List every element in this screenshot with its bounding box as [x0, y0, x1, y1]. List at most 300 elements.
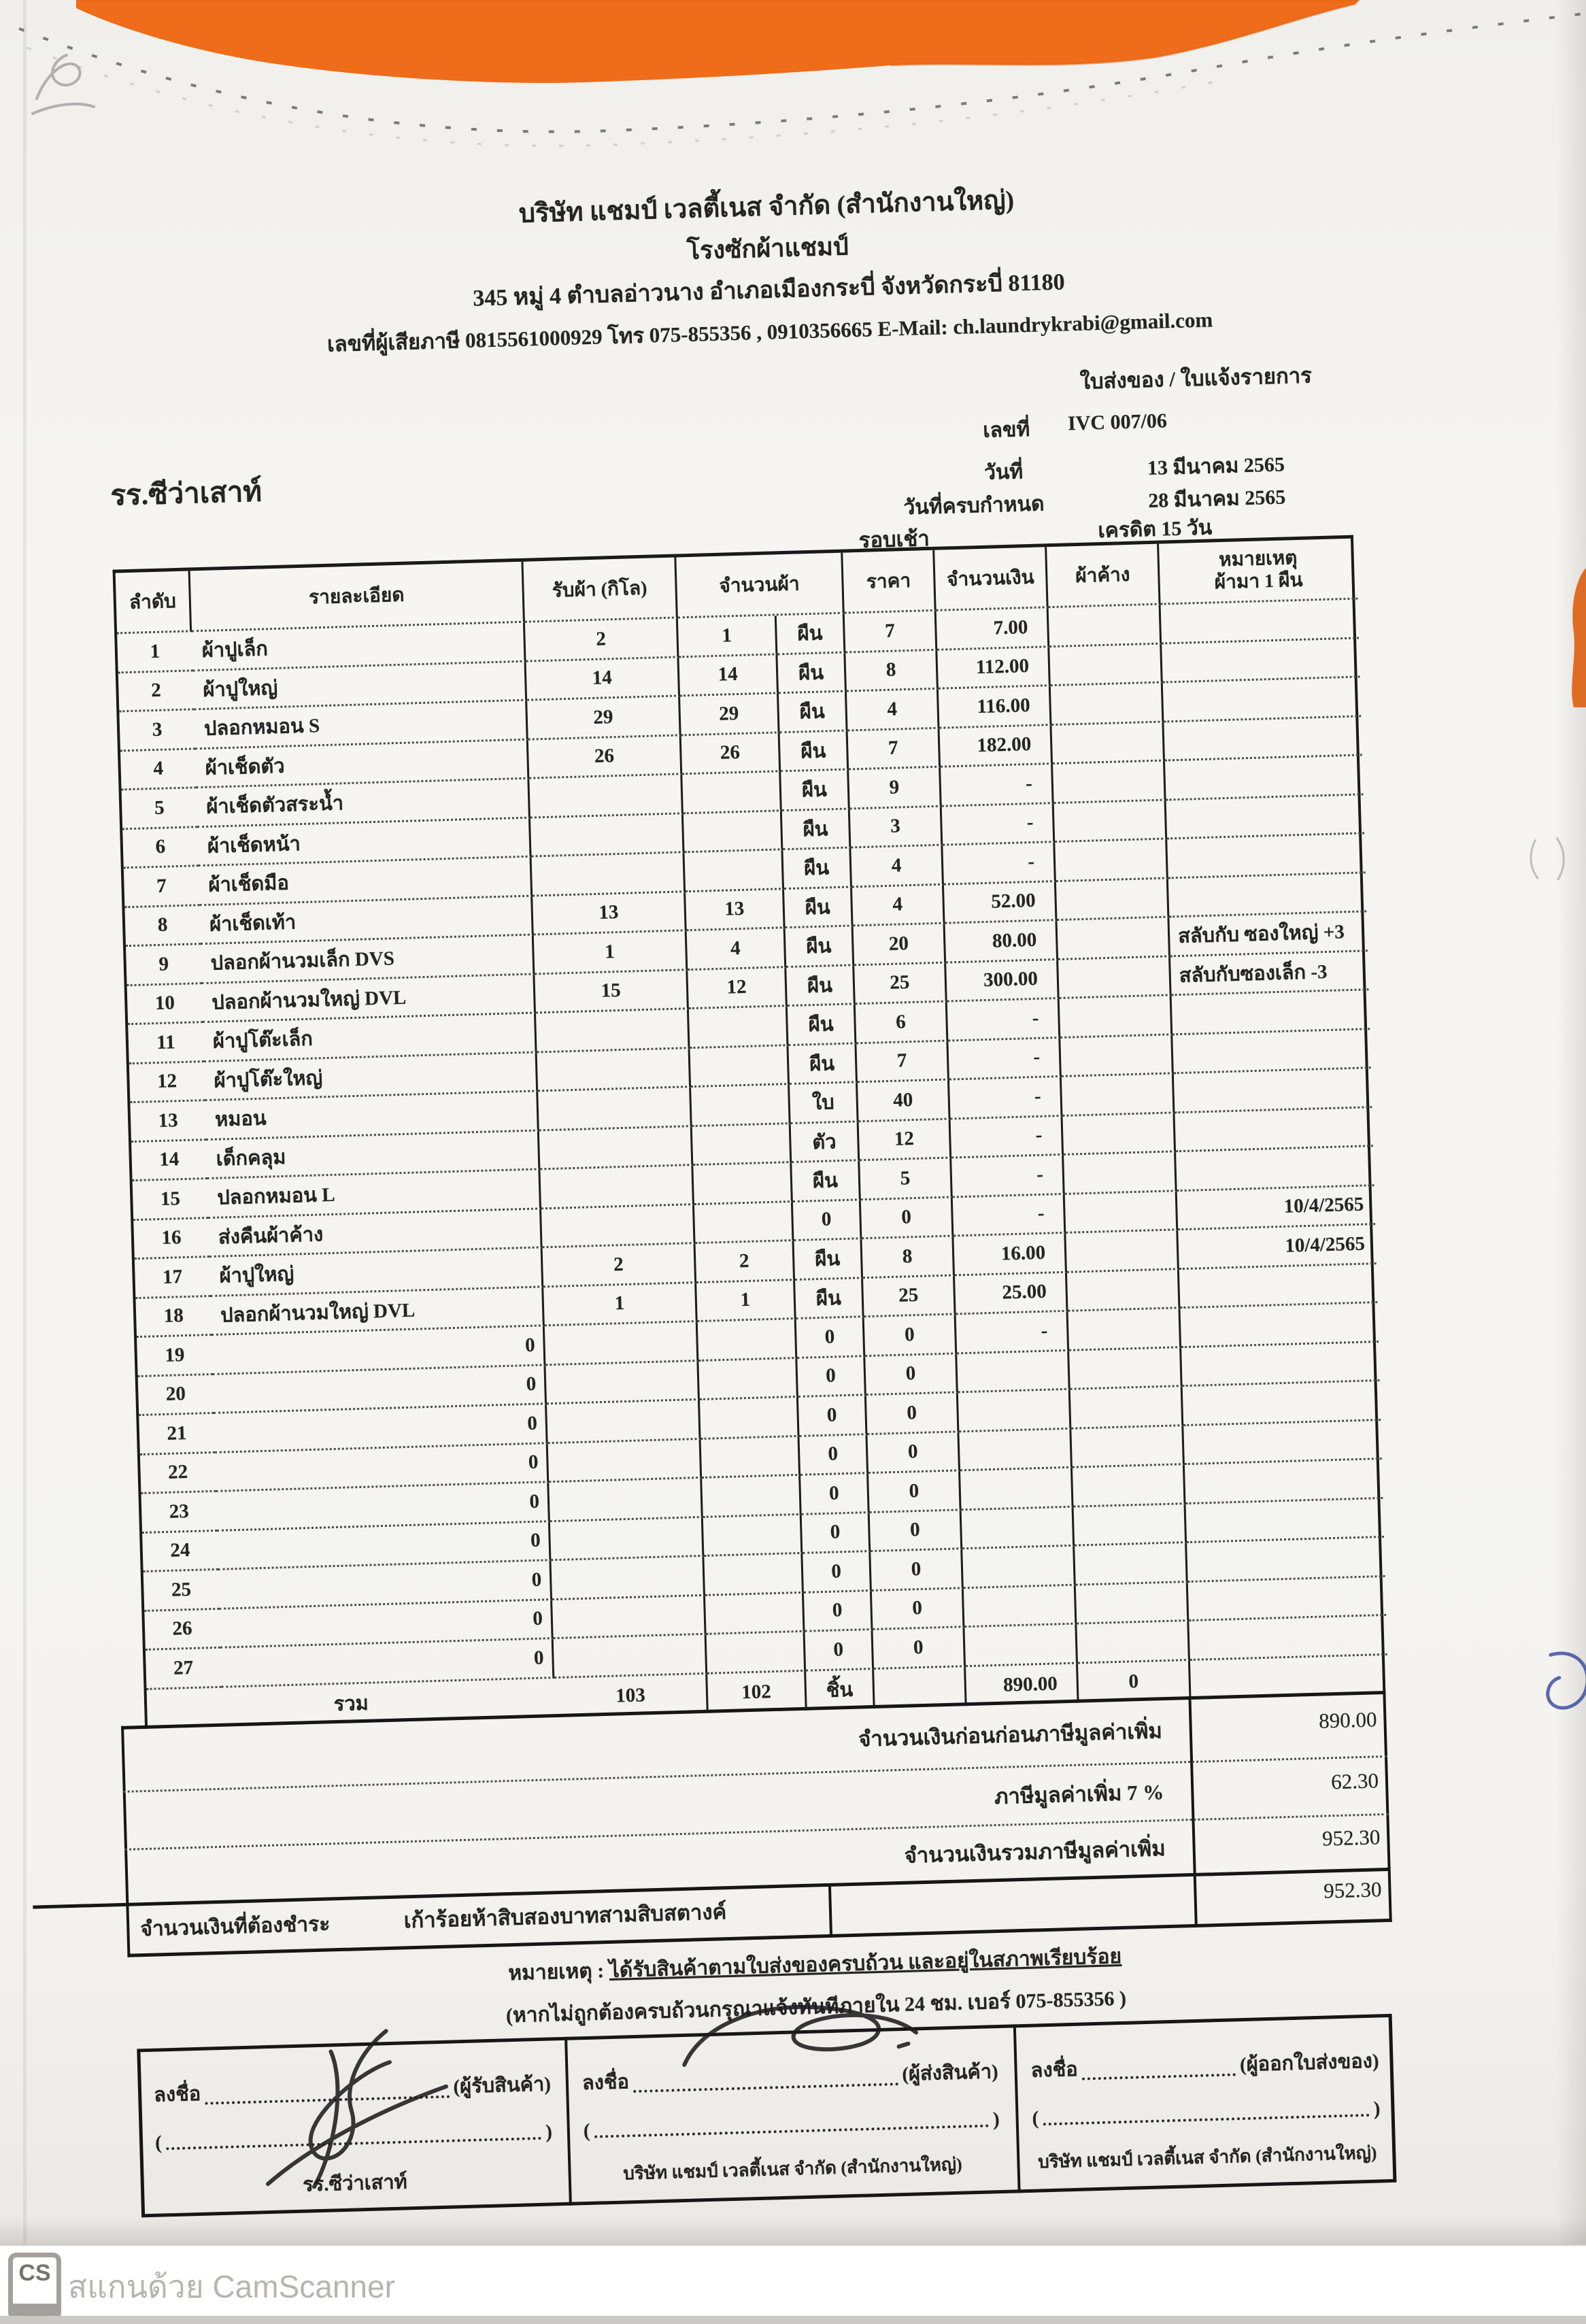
row-4-kg: 26	[528, 736, 683, 779]
row-17-pending	[1066, 1230, 1179, 1273]
row-12-unit: ผืน	[788, 1044, 858, 1085]
customer-name: รร.ซีว่าเสาท์	[109, 476, 263, 512]
row-5-unit: ผืน	[781, 770, 850, 811]
column-pending: ผ้าค้าง	[1047, 544, 1160, 609]
row-13-kg	[538, 1088, 692, 1131]
row-8-amount: 52.00	[944, 882, 1058, 924]
row-5-no: 5	[122, 788, 198, 830]
row-11-price: 6	[856, 1003, 949, 1044]
paren-close: )	[545, 2121, 553, 2143]
total-label: รวม	[333, 1693, 369, 1716]
row-21-amount	[958, 1390, 1072, 1432]
row-18-pending	[1067, 1270, 1181, 1312]
document-type: ใบส่งของ / ใบแจ้งรายการ	[1079, 363, 1313, 394]
row-9-remark: สลับกับ ซองใหญ่ +3	[1169, 912, 1367, 957]
paren-open: (	[154, 2132, 163, 2154]
row-20-pending	[1069, 1348, 1183, 1390]
row-12-desc: ผ้าปูโต๊ะใหญ่	[204, 1053, 538, 1101]
row-18-amount: 25.00	[955, 1273, 1068, 1315]
row-17-qty: 2	[696, 1241, 796, 1283]
invoice-date-label: วันที่	[983, 460, 1024, 484]
row-8-pending	[1056, 879, 1170, 921]
row-7-pending	[1055, 839, 1168, 881]
row-12-pending	[1060, 1035, 1174, 1077]
row-16-unit: 0	[793, 1200, 862, 1241]
row-10-desc: ปลอกผ้านวมใหญ่ DVL	[202, 975, 536, 1023]
row-20-desc: 0	[213, 1366, 547, 1414]
row-18-qty: 1	[696, 1280, 796, 1322]
row-2-amount: 112.00	[937, 647, 1051, 690]
row-23-amount	[960, 1468, 1074, 1511]
row-15-pending	[1064, 1152, 1177, 1194]
row-25-price: 0	[871, 1549, 964, 1591]
row-16-qty	[694, 1202, 794, 1245]
row-22-unit: 0	[800, 1435, 869, 1476]
row-12-price: 7	[856, 1041, 949, 1083]
row-14-kg	[539, 1127, 694, 1171]
row-27-price: 0	[873, 1628, 966, 1669]
row-21-pending	[1070, 1387, 1184, 1429]
row-2-unit: ผืน	[777, 653, 847, 694]
summary-row-vat	[123, 1768, 1389, 1838]
row-24-price: 0	[870, 1511, 963, 1552]
invoice-no-label: เลขที่	[982, 418, 1030, 442]
row-17-remark: 10/4/2565	[1178, 1225, 1376, 1270]
company-name: บริษัท แชมป์ เวลตี้เนส จำกัด (สำนักงานใหญ่)	[518, 186, 1015, 229]
row-21-unit: 0	[798, 1396, 868, 1436]
row-24-amount	[962, 1507, 1075, 1549]
row-18-kg: 1	[543, 1283, 698, 1327]
paren-close: )	[992, 2108, 1000, 2131]
signature-ink-sender	[673, 1993, 934, 2082]
round-label: รอบเช้า	[858, 526, 930, 552]
row-20-qty	[698, 1358, 798, 1400]
row-19-price: 0	[864, 1315, 958, 1356]
signer-org-receiver: รร.ซีว่าเสาท์	[302, 2171, 408, 2196]
due-date-label: วันที่ครบกำหนด	[902, 492, 1045, 520]
row-2-pending	[1049, 644, 1163, 686]
camscanner-icon-tab	[13, 2304, 56, 2316]
row-15-price: 5	[860, 1158, 953, 1200]
row-7-remark	[1167, 834, 1365, 879]
column-description: รายละเอียด	[190, 562, 525, 633]
row-26-unit: 0	[804, 1592, 873, 1632]
row-4-desc: ผ้าเช็ดตัว	[195, 740, 529, 788]
row-12-no: 12	[129, 1062, 205, 1104]
row-2-price: 8	[845, 650, 939, 692]
vat-value: 62.30	[1330, 1768, 1379, 1794]
row-8-remark	[1168, 873, 1366, 918]
row-3-price: 4	[847, 690, 940, 731]
row-9-amount: 80.00	[945, 921, 1059, 963]
row-21-desc: 0	[214, 1404, 547, 1453]
row-6-unit: ผืน	[782, 809, 851, 850]
row-13-pending	[1062, 1074, 1175, 1116]
row-27-amount	[964, 1625, 1078, 1667]
row-11-no: 11	[128, 1023, 204, 1064]
row-23-kg	[549, 1479, 703, 1522]
row-15-no: 15	[133, 1179, 209, 1221]
row-27-desc: 0	[220, 1639, 554, 1687]
row-21-no: 21	[139, 1414, 215, 1455]
camscanner-bar	[0, 2246, 1586, 2324]
row-8-desc: ผ้าเช็ดเท้า	[199, 896, 533, 945]
row-27-qty	[707, 1632, 807, 1674]
sign-role: (ผู้ออกใบส่งของ)	[1239, 2050, 1379, 2076]
row-10-qty: 12	[688, 968, 788, 1010]
name-line-sender	[583, 2108, 1000, 2142]
row-15-desc: ปลอกหมอน L	[207, 1170, 541, 1218]
row-23-pending	[1073, 1465, 1186, 1507]
row-25-unit: 0	[803, 1552, 872, 1593]
row-23-remark	[1185, 1460, 1383, 1504]
total-qty: 102	[707, 1671, 807, 1713]
row-2-no: 2	[118, 671, 195, 713]
sign-line-issuer	[1030, 2044, 1379, 2085]
row-27-unit: 0	[805, 1630, 875, 1671]
row-25-desc: 0	[218, 1561, 552, 1609]
sign-label: ลงชื่อ	[153, 2083, 201, 2106]
paren-close: )	[1373, 2098, 1381, 2120]
row-10-remark: สลับกับซองเล็ก -3	[1170, 952, 1368, 996]
row-17-no: 17	[135, 1258, 211, 1299]
row-5-price: 9	[849, 768, 942, 809]
subtotal-value: 890.00	[1318, 1707, 1377, 1733]
row-18-desc: ปลอกผ้านวมใหญ่ DVL	[210, 1287, 544, 1336]
signer-org-issuer: บริษัท แชมป์ เวลตี้เนส จำกัด (สำนักงานใหญ่)	[1037, 2142, 1377, 2172]
dotted-leader	[633, 2082, 898, 2093]
row-17-amount: 16.00	[954, 1234, 1067, 1276]
camscanner-icon	[8, 2253, 61, 2321]
row-15-remark	[1176, 1147, 1374, 1192]
row-16-remark: 10/4/2565	[1177, 1186, 1375, 1231]
row-1-no: 1	[117, 632, 193, 673]
row-20-kg	[545, 1361, 700, 1404]
row-4-pending	[1051, 722, 1165, 764]
row-17-desc: ผ้าปูใหญ่	[209, 1248, 543, 1296]
row-11-qty	[689, 1007, 789, 1049]
row-13-qty	[691, 1085, 791, 1127]
dotted-leader	[594, 2124, 990, 2138]
row-23-no: 23	[141, 1492, 218, 1534]
invoice-no-value: IVC 007/06	[1067, 409, 1168, 435]
row-14-pending	[1063, 1113, 1177, 1156]
row-12-kg	[537, 1049, 692, 1092]
row-9-kg: 1	[534, 931, 688, 975]
subtotal-label: จำนวนเงินก่อนก่อนภาษีมูลค่าเพิ่ม	[858, 1719, 1163, 1751]
row-5-qty	[682, 772, 782, 814]
row-14-amount: -	[951, 1116, 1064, 1158]
row-4-price: 7	[848, 728, 941, 770]
row-3-remark	[1163, 677, 1361, 722]
pen-mark-gray	[1527, 834, 1569, 890]
row-3-qty: 29	[680, 694, 780, 736]
row-6-qty	[684, 811, 783, 854]
invoice-date-value: 13 มีนาคม 2565	[1147, 453, 1285, 480]
row-6-desc: ผ้าเช็ดหน้า	[197, 818, 531, 866]
row-11-remark	[1172, 990, 1370, 1035]
row-8-kg: 13	[533, 892, 687, 936]
credit-terms: เครดิต 15 วัน	[1098, 516, 1213, 543]
column-remark-title: หมายเหตุ	[1218, 548, 1298, 571]
grand-total-value: 952.30	[1321, 1825, 1381, 1851]
row-13-remark	[1174, 1068, 1372, 1113]
row-8-unit: ผืน	[784, 888, 854, 928]
row-10-unit: ผืน	[786, 966, 856, 1007]
row-21-qty	[700, 1398, 800, 1440]
row-19-remark	[1180, 1303, 1378, 1348]
row-3-pending	[1051, 684, 1164, 726]
row-18-no: 18	[135, 1296, 212, 1338]
row-10-price: 25	[854, 963, 947, 1005]
row-14-qty	[692, 1124, 792, 1166]
pen-mark-blue	[1534, 1644, 1586, 1720]
bottom-strip	[0, 2316, 1586, 2324]
row-4-remark	[1164, 717, 1362, 762]
row-22-no: 22	[140, 1453, 216, 1494]
row-1-amount: 7.00	[937, 608, 1050, 650]
row-16-no: 16	[133, 1219, 209, 1260]
row-27-remark	[1189, 1616, 1387, 1661]
row-6-kg	[530, 814, 685, 858]
row-4-no: 4	[120, 750, 197, 791]
row-5-desc: ผ้าเช็ดตัวสระน้ำ	[197, 779, 530, 828]
row-7-price: 4	[851, 846, 944, 888]
row-26-amount	[964, 1585, 1077, 1628]
amount-due-value: 952.30	[1323, 1877, 1382, 1903]
row-4-amount: 182.00	[940, 726, 1053, 768]
row-25-amount	[962, 1547, 1076, 1589]
row-3-desc: ปลอกหมอน S	[194, 701, 528, 750]
row-18-unit: ผืน	[795, 1279, 864, 1319]
row-12-qty	[690, 1046, 790, 1088]
laundry-brand: โรงซักผ้าแชมป์	[686, 233, 849, 265]
row-15-unit: ผืน	[792, 1161, 861, 1202]
row-13-no: 13	[130, 1101, 206, 1143]
row-14-price: 12	[859, 1119, 952, 1161]
sign-role: (ผู้ส่งสินค้า)	[901, 2061, 999, 2086]
row-26-kg	[552, 1596, 707, 1639]
note-body: ได้รับสินค้าตามใบส่งของครบถ้วน และอยู่ในสภาพเรียบร้อย	[609, 1944, 1122, 1983]
sign-label: ลงชื่อ	[581, 2071, 630, 2095]
row-9-unit: ผืน	[786, 926, 855, 967]
row-14-desc: เด็กคลุม	[206, 1131, 540, 1179]
row-23-unit: 0	[800, 1474, 870, 1515]
paren-open: (	[1032, 2107, 1039, 2129]
signature-cell-issuer	[1017, 2017, 1394, 2189]
column-seq: ลำดับ	[116, 571, 192, 634]
row-13-desc: หมอน	[205, 1092, 539, 1140]
row-26-no: 26	[144, 1609, 220, 1651]
row-25-remark	[1187, 1538, 1385, 1583]
total-amount: 890.00	[966, 1664, 1079, 1706]
name-line-issuer	[1032, 2098, 1381, 2129]
row-8-no: 8	[124, 906, 201, 947]
row-7-no: 7	[124, 866, 200, 908]
row-6-no: 6	[122, 828, 199, 869]
vat-label: ภาษีมูลค่าเพิ่ม 7 %	[994, 1780, 1164, 1809]
row-25-pending	[1075, 1543, 1188, 1585]
row-17-price: 8	[862, 1236, 955, 1278]
row-3-amount: 116.00	[939, 686, 1052, 728]
signer-org-sender: บริษัท แชมป์ เวลตี้เนส จำกัด (สำนักงานใหญ่)	[623, 2154, 963, 2184]
row-6-price: 3	[850, 807, 943, 848]
row-19-kg	[545, 1322, 699, 1366]
row-20-amount	[957, 1351, 1070, 1393]
sign-role: (ผู้รับสินค้า)	[453, 2073, 552, 2098]
row-5-amount: -	[941, 764, 1054, 807]
row-18-remark	[1179, 1264, 1377, 1309]
row-16-kg	[541, 1205, 696, 1249]
items-table	[113, 535, 1386, 1729]
row-1-unit: ผืน	[777, 614, 846, 655]
paren-open: (	[583, 2119, 591, 2142]
row-27-kg	[554, 1635, 708, 1679]
row-14-no: 14	[131, 1141, 207, 1182]
row-1-qty: 1	[678, 616, 778, 658]
row-3-unit: ผืน	[779, 692, 848, 733]
row-23-qty	[702, 1476, 802, 1518]
camscanner-icon-label: CS	[18, 2260, 51, 2286]
row-24-kg	[550, 1517, 705, 1561]
row-22-price: 0	[867, 1432, 960, 1474]
row-9-no: 9	[126, 945, 202, 986]
row-22-amount	[959, 1429, 1073, 1471]
row-26-pending	[1076, 1583, 1190, 1625]
row-27-pending	[1077, 1621, 1190, 1664]
row-23-desc: 0	[216, 1483, 550, 1531]
row-4-unit: ผืน	[780, 731, 849, 772]
row-1-desc: ผ้าปูเล็ก	[192, 623, 526, 671]
row-25-kg	[551, 1557, 705, 1600]
row-11-amount: -	[947, 999, 1061, 1041]
row-7-unit: ผืน	[783, 848, 852, 889]
row-5-pending	[1053, 762, 1166, 804]
row-16-desc: ส่งคืนผ้าค้าง	[208, 1209, 542, 1258]
row-7-desc: ผ้าเช็ดมือ	[199, 858, 533, 906]
due-date-value: 28 มีนาคม 2565	[1147, 486, 1286, 513]
row-20-remark	[1181, 1343, 1379, 1387]
total-unit: ชิ้น	[806, 1669, 875, 1710]
dotted-leader	[1082, 2072, 1236, 2080]
row-2-remark	[1162, 639, 1360, 684]
row-5-remark	[1165, 756, 1363, 801]
row-3-kg: 29	[527, 696, 681, 740]
row-21-kg	[547, 1400, 701, 1444]
row-1-pending	[1049, 605, 1162, 647]
row-22-qty	[701, 1436, 801, 1479]
row-2-desc: ผ้าปูใหญ่	[193, 662, 527, 710]
row-13-price: 40	[858, 1081, 951, 1122]
row-7-qty	[684, 850, 784, 892]
row-19-desc: 0	[212, 1326, 545, 1375]
row-6-amount: -	[942, 804, 1056, 846]
column-price: ราคา	[843, 550, 936, 614]
row-10-amount: 300.00	[946, 960, 1060, 1002]
amount-due-label: จำนวนเงินที่ต้องชำระ	[139, 1913, 331, 1941]
signature-ink-receiver	[228, 2019, 477, 2203]
note-prefix: หมายเหตุ :	[507, 1959, 605, 1985]
row-19-unit: 0	[796, 1317, 866, 1358]
row-13-unit: ใบ	[790, 1083, 859, 1124]
row-20-no: 20	[138, 1375, 214, 1416]
row-24-desc: 0	[217, 1522, 551, 1570]
row-24-pending	[1074, 1504, 1187, 1547]
row-14-unit: ตัว	[791, 1122, 860, 1163]
row-11-desc: ผ้าปูโต๊ะเล็ก	[203, 1013, 537, 1062]
row-10-kg: 15	[535, 971, 689, 1014]
sign-label: ลงชื่อ	[1030, 2058, 1079, 2082]
row-4-qty: 26	[681, 733, 781, 775]
row-13-amount: -	[949, 1077, 1063, 1119]
row-16-amount: -	[953, 1194, 1066, 1236]
row-5-kg	[529, 775, 684, 818]
camscanner-footer-text: สแกนด้วย CamScanner	[68, 2269, 395, 2304]
row-11-unit: ผืน	[788, 1005, 857, 1045]
row-3-no: 3	[119, 710, 195, 752]
row-1-remark	[1161, 599, 1359, 644]
row-26-price: 0	[872, 1589, 965, 1630]
row-9-price: 20	[854, 924, 947, 966]
row-11-kg	[536, 1009, 690, 1053]
row-23-price: 0	[868, 1471, 962, 1513]
row-9-qty: 4	[687, 928, 787, 971]
row-24-unit: 0	[802, 1513, 871, 1554]
row-2-qty: 14	[679, 655, 779, 697]
row-19-no: 19	[137, 1336, 213, 1377]
row-26-remark	[1188, 1577, 1386, 1621]
row-7-amount: -	[943, 843, 1056, 885]
row-16-price: 0	[861, 1198, 954, 1239]
row-22-remark	[1183, 1421, 1381, 1466]
row-22-desc: 0	[215, 1444, 549, 1492]
tax-id-phone-email: เลขที่ผู้เสียภาษี 0815561000929 โทร 075-855356 , 0910356665 E-Mail: ch.laundrykrabi@gmail.com	[326, 307, 1213, 356]
column-remark	[1159, 539, 1357, 605]
row-17-unit: ผืน	[794, 1239, 863, 1280]
row-26-desc: 0	[219, 1600, 553, 1649]
row-21-price: 0	[866, 1393, 960, 1434]
row-27-no: 27	[146, 1649, 222, 1690]
row-2-kg: 14	[526, 658, 681, 701]
company-address: 345 หมู่ 4 ตำบลอ่าวนาง อำเภอเมืองกระบี่ จังหวัดกระบี่ 81180	[472, 269, 1066, 311]
amount-due-words: เก้าร้อยห้าสิบสองบาทสามสิบสตางค์	[403, 1900, 727, 1933]
row-12-amount: -	[948, 1038, 1062, 1080]
row-24-no: 24	[142, 1531, 218, 1572]
row-12-remark	[1172, 1030, 1370, 1075]
column-received-kg: รับผ้า (กิโล)	[523, 557, 677, 622]
row-25-no: 25	[144, 1570, 220, 1612]
row-17-kg: 2	[543, 1244, 697, 1287]
column-quantity: จำนวนผ้า	[676, 553, 844, 619]
row-24-qty	[703, 1515, 803, 1557]
row-8-qty: 13	[686, 890, 786, 932]
row-1-kg: 2	[525, 618, 679, 662]
row-20-price: 0	[865, 1354, 958, 1396]
row-6-remark	[1166, 795, 1364, 840]
grand-total-label: จำนวนเงินรวมภาษีมูลค่าเพิ่ม	[904, 1836, 1166, 1868]
column-remark-subtitle: ผ้ามา 1 ผืน	[1214, 569, 1303, 593]
row-10-pending	[1058, 957, 1172, 999]
row-26-qty	[705, 1593, 805, 1635]
row-6-pending	[1054, 801, 1168, 843]
row-8-price: 4	[852, 885, 945, 926]
row-1-price: 7	[845, 611, 938, 653]
row-15-qty	[693, 1163, 793, 1205]
row-9-desc: ปลอกผ้านวมเล็ก DVS	[201, 936, 535, 984]
dotted-leader	[1043, 2113, 1370, 2125]
row-19-pending	[1068, 1309, 1182, 1351]
row-15-amount: -	[951, 1156, 1065, 1198]
